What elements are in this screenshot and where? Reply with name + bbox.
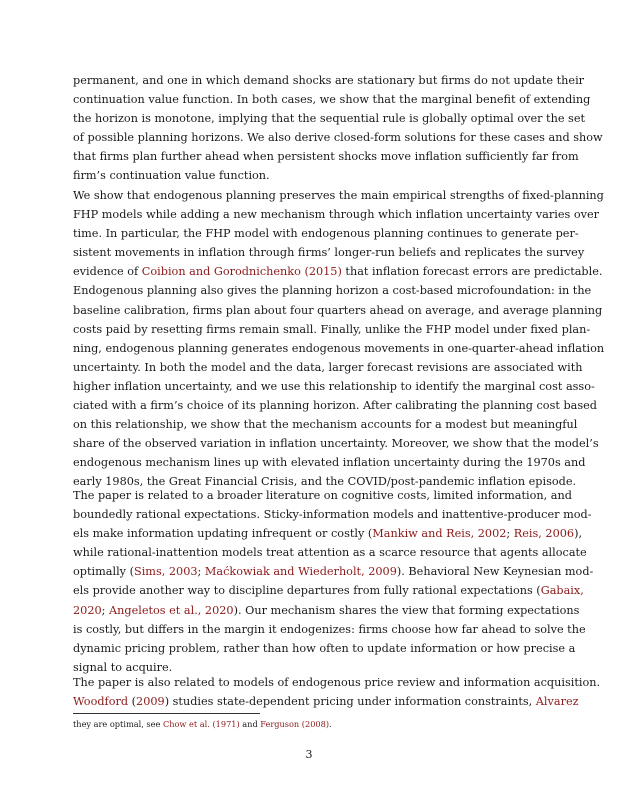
text-line xyxy=(73,524,583,543)
text-run: ; xyxy=(101,603,110,617)
citation-link[interactable]: Sims, 2003 xyxy=(134,565,198,579)
text-line xyxy=(73,205,599,224)
text-run: ciated with a firm’s choice of its planning horizon. After calibrating the planning cost based xyxy=(73,399,597,413)
text-run: and xyxy=(239,719,261,729)
citation-link[interactable]: Maćkowiak and Wiederholt, 2009 xyxy=(204,565,397,579)
footnote-rule xyxy=(73,713,260,714)
text-run: ning, endogenous planning generates endogenous movements in one-quarter-ahead inflation xyxy=(73,341,605,355)
text-run: is costly, but differs in the margin it endogenizes: firms choose how far ahead to solve the xyxy=(73,622,586,636)
text-run: evidence of xyxy=(73,265,142,279)
paragraph-3 xyxy=(73,486,594,677)
text-line xyxy=(73,581,584,600)
text-line xyxy=(73,90,591,109)
text-line xyxy=(73,71,585,90)
text-run: baseline calibration, firms plan about four quarters ahead on average, and average planning xyxy=(73,303,603,317)
text-line xyxy=(73,453,586,472)
text-run: on this relationship, we show that the mechanism accounts for a modest but meaningful xyxy=(73,418,578,432)
citation-link[interactable]: Chow et al. (1971) xyxy=(162,719,240,729)
text-run: ; xyxy=(506,527,514,541)
citation-link[interactable]: Woodford xyxy=(73,695,129,709)
paragraph-1 xyxy=(73,71,603,186)
paragraph-2 xyxy=(73,186,605,492)
text-run: The paper is also related to models of endogenous price review and information acquisition. xyxy=(73,676,601,689)
text-run: time. In particular, the FHP model with endogenous planning continues to generate per- xyxy=(73,227,579,241)
text-run: firm’s continuation value function. xyxy=(73,169,270,183)
text-run: that inflation forecast errors are predictable. xyxy=(341,265,603,279)
text-line xyxy=(73,415,578,434)
text-run: ) studies state-dependent pricing under information constraints, xyxy=(164,695,536,709)
text-run: while rational-inattention models treat attention as a scarce resource that agents allocate xyxy=(73,546,587,560)
text-run: signal to acquire. xyxy=(73,660,173,674)
citation-link[interactable]: Ferguson (2008) xyxy=(260,719,330,729)
text-line xyxy=(73,339,605,358)
text-run: ( xyxy=(128,695,137,709)
citation-link[interactable]: Angeletos et al., 2020 xyxy=(109,603,234,617)
citation-link[interactable]: Coibion and Gorodnichenko (2015) xyxy=(141,265,342,279)
text-line xyxy=(73,281,592,300)
text-run: costs paid by resetting firms remain small. Finally, unlike the FHP model under fixed plan- xyxy=(73,322,591,336)
text-run: els provide another way to discipline departures from fully rational expectations ( xyxy=(73,584,541,598)
paragraph-4 xyxy=(73,673,601,711)
text-line xyxy=(73,434,599,453)
text-line xyxy=(73,620,586,639)
text-line xyxy=(73,358,583,377)
text-run: permanent, and one in which demand shocks are stationary but firms do not update their xyxy=(73,74,585,87)
text-line xyxy=(73,224,579,243)
citation-link[interactable]: 2020 xyxy=(73,603,102,617)
citation-link[interactable]: Gabaix, xyxy=(540,584,584,598)
text-run: Endogenous planning also gives the planning horizon a cost-based microfoundation: in the xyxy=(73,284,592,298)
text-run: the horizon is monotone, implying that the sequential rule is globally optimal over the set xyxy=(73,112,586,126)
text-run: they are optimal, see xyxy=(73,719,163,729)
text-line xyxy=(73,147,579,166)
text-line xyxy=(73,486,572,505)
text-run: ; xyxy=(197,565,205,579)
text-run: boundedly rational expectations. Sticky-information models and inattentive-producer mod- xyxy=(73,508,592,522)
citation-link[interactable]: 2009 xyxy=(136,695,165,709)
text-line xyxy=(73,692,579,711)
footnote xyxy=(73,718,546,730)
text-line xyxy=(73,109,586,128)
text-line xyxy=(73,601,580,620)
text-run: ), xyxy=(574,527,583,541)
text-run: ). Behavioral New Keynesian mod- xyxy=(396,565,594,579)
text-line xyxy=(73,639,576,658)
citation-link[interactable]: Alvarez xyxy=(535,695,579,709)
text-line xyxy=(73,128,603,147)
text-run: optimally ( xyxy=(73,565,134,579)
text-run: The paper is related to a broader literature on cognitive costs, limited information, and xyxy=(73,489,572,502)
text-run: sistent movements in inflation through firms’ longer-run beliefs and replicates the survey xyxy=(73,246,585,260)
text-line xyxy=(73,262,603,281)
text-run: share of the observed variation in inflation uncertainty. Moreover, we show that the model’s xyxy=(73,437,599,451)
text-run: of possible planning horizons. We also derive closed-form solutions for these cases and show xyxy=(73,131,603,145)
text-run: that firms plan further ahead when persistent shocks move inflation sufficiently far from xyxy=(73,150,579,164)
text-line xyxy=(73,186,604,205)
citation-link[interactable]: Mankiw and Reis, 2002 xyxy=(372,527,507,541)
text-run: continuation value function. In both cases, we show that the marginal benefit of extending xyxy=(73,93,591,107)
text-run: dynamic pricing problem, rather than how often to update information or how precise a xyxy=(73,641,576,655)
text-line xyxy=(73,166,546,185)
text-line xyxy=(73,320,591,339)
text-run: We show that endogenous planning preserves the main empirical strengths of fixed-planning xyxy=(73,189,604,202)
text-run: ). Our mechanism shares the view that forming expectations xyxy=(233,603,580,617)
text-line xyxy=(73,673,601,692)
text-run: FHP models while adding a new mechanism through which inflation uncertainty varies over xyxy=(73,208,599,222)
text-run: endogenous mechanism lines up with elevated inflation uncertainty during the 1970s and xyxy=(73,456,586,470)
text-run: higher inflation uncertainty, and we use this relationship to identify the marginal cost asso- xyxy=(73,379,595,393)
text-run: uncertainty. In both the model and the data, larger forecast revisions are associated with xyxy=(73,360,583,374)
text-line xyxy=(73,505,592,524)
text-run: early 1980s, the Great Financial Crisis, and the COVID/post-pandemic inflation episode. xyxy=(73,475,577,489)
text-line xyxy=(73,562,594,581)
text-run: els make information updating infrequent or costly ( xyxy=(73,527,373,541)
text-run: . xyxy=(329,719,332,729)
text-line xyxy=(73,377,595,396)
text-line xyxy=(73,243,585,262)
text-line xyxy=(73,543,587,562)
text-line xyxy=(73,396,597,415)
page-number: 3 xyxy=(305,748,313,761)
citation-link[interactable]: Reis, 2006 xyxy=(513,527,575,541)
text-line xyxy=(73,301,603,320)
